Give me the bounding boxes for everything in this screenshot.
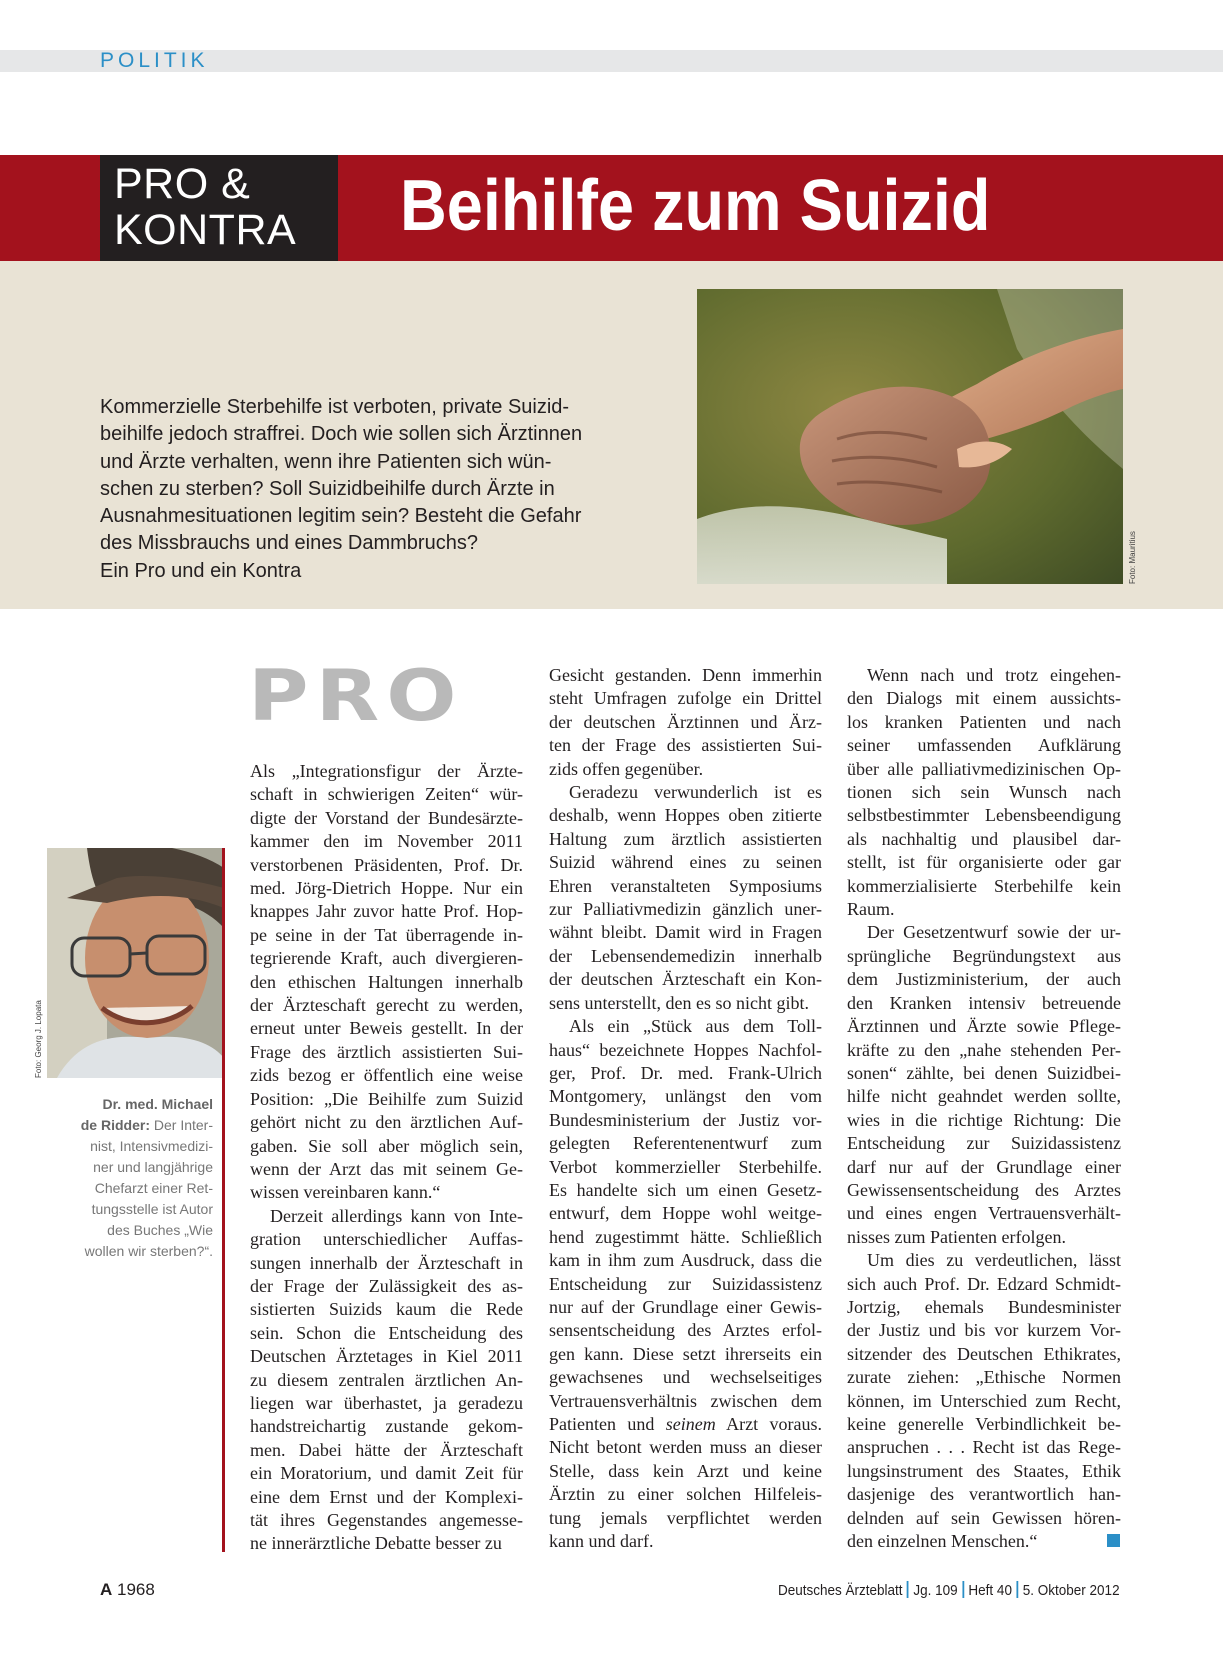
intro-line: Kommerzielle Sterbehilfe ist verboten, private Suizid- (100, 396, 570, 418)
text-line: Ehren veranstalteten Symposiums (549, 875, 822, 896)
text-line: gelegten Referentenentwurf zum (549, 1133, 822, 1154)
text-line: stellt, ist für organisierte oder gar (847, 852, 1121, 873)
paragraph (847, 664, 1121, 921)
author-portrait-illustration (47, 848, 224, 1078)
text-line: sonen“ zählte, bei denen Suizidbei- (847, 1062, 1121, 1083)
text-line: handstreichartig zustande gekom- (250, 1416, 523, 1437)
text-line: kann und darf. (549, 1531, 654, 1552)
text-line: der Frage der Zulässigkeit des as- (250, 1275, 523, 1296)
hands-photo (697, 289, 1123, 584)
text-line: zids offen gegenüber. (549, 758, 704, 779)
journal-footer (778, 1581, 1120, 1599)
text-line: erneut unter Beweis gestellt. In der (250, 1018, 523, 1039)
text-line: zur Palliativmedizin gänzlich uner- (549, 899, 822, 920)
text-line: tegrierende Kraft, auch divergieren- (250, 948, 523, 969)
text-line: dasjenige des verantwortlich han- (847, 1484, 1121, 1505)
text-line: den einzelnen Menschen.“ (847, 1531, 1038, 1552)
text-line: gaben. Sie soll aber möglich sein, (250, 1135, 523, 1156)
text-line: hilfe nicht geahndet werden sollte, (847, 1086, 1121, 1107)
text-line: zu diesem zentralen ärztlichen An- (250, 1369, 523, 1390)
text-line: Frage des ärztlich assistierten Sui- (250, 1041, 523, 1062)
text-line: selbstbestimmter Lebensbeendigung (847, 805, 1121, 826)
text-line: Suizid während eines zu seinen (549, 852, 822, 873)
text-line: anspruchen . . . Recht ist das Rege- (847, 1437, 1121, 1458)
text-line: keine generelle Verbindlichkeit be- (847, 1414, 1121, 1434)
text-line: pe seine in der Tat überragende in- (250, 924, 523, 945)
text-line: den Dialogs mit einem aussichts- (847, 688, 1121, 709)
text-line: Patienten und seinem Arzt voraus. (549, 1414, 823, 1434)
text-line: los kranken Patienten und nach (847, 711, 1121, 732)
text-line: der Lebensendemedizin innerhalb (549, 945, 822, 966)
text-line: gewachsenes und wechselseitiges (549, 1367, 822, 1388)
caption-line: ner und langjährige (93, 1159, 213, 1175)
text-line: Wenn nach und trotz eingehen- (867, 665, 1121, 685)
author-name: de Ridder: (80, 1117, 150, 1133)
text-line: nisses zum Patienten erfolgen. (847, 1226, 1066, 1247)
text-line: ten der Frage des assistierten Sui- (549, 735, 822, 756)
text-line: tionen sich sein Wunsch nach (847, 782, 1121, 803)
text-line: knappes Jahr zuvor hatte Prof. Hop- (250, 901, 523, 922)
folio-letter: A (100, 1580, 113, 1599)
caption-line: tungsstelle ist Autor (91, 1201, 213, 1217)
hero-photo-credit: Foto: Mauritius (1128, 531, 1137, 584)
text-line: der Ärzteschaft gerecht zu werden, (250, 995, 523, 1016)
intro-lead (100, 394, 670, 585)
text-line: nur auf der Grundlage einer Gewis- (549, 1296, 822, 1317)
body-column-1 (250, 760, 523, 1556)
text-line: kommerzialisierte Sterbehilfe kein (847, 875, 1121, 896)
text-line: der Justiz und bis vor kurzem Vor- (847, 1320, 1121, 1341)
text-line: sein. Schon die Entscheidung des (250, 1322, 523, 1343)
caption-line (60, 1115, 213, 1136)
text-line: Vertrauensverhältnis zwischen dem (549, 1390, 822, 1411)
intro-line: Ausnahmesituationen legitim sein? Besteht die Gefahr (100, 505, 582, 528)
text-line: deshalb, wenn Hoppes oben zitierte (549, 805, 822, 826)
text-line: den ethischen Haltungen innerhalb (250, 971, 523, 992)
text-line: können, im Unterschied zum Recht, (847, 1390, 1121, 1411)
text-line: Stelle, dass kein Arzt und keine (549, 1460, 822, 1481)
text-line: sungen innerhalb der Ärzteschaft in (250, 1252, 523, 1273)
text-line: digte der Vorstand der Bundesärzte- (250, 807, 523, 828)
journal-name: Deutsches Ärzteblatt (778, 1582, 903, 1599)
paragraph (250, 760, 523, 1205)
caption-text: Der Inter- (149, 1117, 213, 1133)
text-line: über alle palliativmedizinischen Op- (847, 758, 1121, 779)
text-line: Gewissensentscheidung des Arztes (847, 1179, 1121, 1200)
text-line: sich auch Prof. Dr. Edzard Schmidt- (847, 1273, 1121, 1294)
text-line: sistierten Suizids kaum die Rede (250, 1299, 523, 1320)
text-line: haus“ bezeichnete Hoppes Nachfol- (549, 1039, 822, 1060)
caption-line (60, 1094, 213, 1115)
portrait-credit: Foto: Georg J. Lopata (34, 1000, 43, 1078)
text-line: Entscheidung zur Suizidassistenz (847, 1133, 1121, 1154)
text-line: kammer den im November 2011 (250, 831, 523, 852)
text-line: zids bezog er öffentlich eine weise (250, 1065, 523, 1086)
text-line: men. Dabei hätte der Ärzteschaft (250, 1439, 523, 1460)
text-line: der deutschen Ärzteschaft ein Kon- (549, 969, 822, 990)
text-line: wähnt bleibt. Damit wird in Fragen (549, 922, 822, 943)
text-line: Um dies zu verdeutlichen, lässt (867, 1250, 1121, 1271)
text-line: Der Gesetzentwurf sowie der ur- (867, 922, 1121, 943)
text-line: Verbot kommerzieller Sterbehilfe. (549, 1156, 822, 1177)
article-title: Beihilfe zum Suizid (400, 166, 991, 246)
paragraph (847, 921, 1121, 1249)
pro-kontra-kicker (100, 155, 338, 261)
text-line: seiner umfassenden Aufklärung (847, 735, 1121, 756)
footer-separator (907, 1581, 909, 1598)
text-line: sitzender des Deutschen Ethikrates, (847, 1343, 1121, 1364)
text-line: sens unterstellt, den es so nicht gibt. (549, 992, 809, 1013)
text-line: Entscheidung zur Suizidassistenz (549, 1273, 822, 1294)
journal-volume: Jg. 109 (913, 1582, 959, 1599)
folio-number: 1968 (117, 1580, 155, 1599)
text-line: gehört nicht zu den ärztlichen Auf- (250, 1112, 523, 1133)
text-line: entwurf, dem Hoppe wohl weitge- (549, 1203, 822, 1224)
text-line: gration unterschiedlicher Auffas- (250, 1229, 523, 1250)
text-line: verstorbenen Präsidenten, Prof. Dr. (250, 854, 523, 875)
author-name: Dr. med. Michael (102, 1096, 213, 1112)
intro-line: Ein Pro und ein Kontra (100, 559, 302, 582)
body-column-3 (847, 664, 1121, 1553)
text-line: Es handelte sich um einen Gesetz- (549, 1179, 822, 1200)
kicker-line-1: PRO & (114, 160, 251, 208)
intro-line: und Ärzte verhalten, wenn ihre Patienten sich wün- (100, 450, 552, 473)
text-line: ger, Prof. Dr. med. Frank-Ulrich (549, 1062, 822, 1083)
text-line: den Kranken intensiv betreuende (847, 992, 1121, 1013)
page-folio (100, 1580, 155, 1600)
text-line: wenn der Arzt das mit seinem Ge- (250, 1158, 523, 1179)
paragraph (549, 1015, 822, 1553)
author-caption (60, 1094, 213, 1262)
hands-illustration (697, 289, 1123, 584)
pro-heading: PRO (248, 655, 464, 737)
text-line: lungsinstrument des Staates, Ethik (847, 1460, 1121, 1481)
intro-line: des Missbrauchs und eines Dammbruchs? (100, 532, 478, 555)
author-portrait (47, 848, 224, 1078)
kicker-line-2: KONTRA (114, 206, 297, 254)
footer-separator (1017, 1581, 1019, 1598)
intro-line: schen zu sterben? Soll Suizidbeihilfe durch Ärzte in (100, 477, 555, 500)
text-line: Ärztinnen und Ärzte sowie Pflege- (847, 1016, 1121, 1037)
text-line: Jortzig, ehemals Bundesminister (847, 1296, 1121, 1317)
text-line: dem Justizministerium, der auch (847, 969, 1121, 990)
caption-line: Chefarzt einer Ret- (94, 1180, 213, 1196)
text-line: eine dem Ernst und der Komplexi- (250, 1486, 523, 1507)
text-line: Nicht betont werden muss an dieser (549, 1437, 822, 1458)
paragraph (250, 1205, 523, 1556)
text-line: ein Moratorium, und damit Zeit für (250, 1463, 523, 1484)
caption-line: nist, Intensivmedizi- (90, 1138, 213, 1154)
text-line: zurate ziehen: „Ethische Normen (847, 1367, 1121, 1388)
end-of-article-marker (1107, 1534, 1120, 1547)
text-line: Haltung zum ärztlich assistierten (549, 828, 822, 849)
text-line: delnden auf sein Gewissen hören- (847, 1507, 1121, 1528)
body-column-2 (549, 664, 822, 1553)
journal-issue: Heft 40 (968, 1582, 1013, 1599)
text-line: Deutschen Ärztetages in Kiel 2011 (250, 1346, 523, 1367)
text-line: tät ihres Gegenstandes angemesse- (250, 1510, 523, 1530)
text-line: sprüngliche Begründungstext aus (847, 945, 1121, 966)
caption-line: des Buches „Wie (107, 1222, 213, 1238)
text-line: darf nur auf der Grundlage einer (847, 1156, 1121, 1177)
red-rule (222, 848, 225, 1552)
text-line: Raum. (847, 899, 895, 920)
text-line: liegen war überhastet, ja geradezu (250, 1392, 523, 1413)
text-line: hend zugestimmt hätte. Schließlich (549, 1226, 822, 1247)
text-line: und eines engen Vertrauensverhält- (847, 1203, 1121, 1224)
text-line: Bundesministerium der Justiz vor- (549, 1109, 822, 1130)
text-line: gen kann. Diese setzt ihrerseits ein (549, 1343, 822, 1364)
text-line: der deutschen Ärztinnen und Ärz- (549, 711, 822, 732)
text-line: steht Umfragen zufolge ein Drittel (549, 688, 822, 709)
text-line: Montgomery, unlängst den vom (549, 1086, 822, 1107)
text-line: Geradezu verwunderlich ist es (569, 782, 822, 803)
text-line: Als ein „Stück aus dem Toll- (569, 1016, 822, 1037)
text-line: kräfte zu den „nahe stehenden Per- (847, 1039, 1121, 1060)
text-line: wies in die richtige Richtung: Die (847, 1109, 1121, 1130)
text-line: med. Jörg-Dietrich Hoppe. Nur ein (250, 878, 523, 899)
text-line: Derzeit allerdings kann von Inte- (270, 1205, 523, 1226)
paragraph (549, 781, 822, 1015)
text-line: Ärztin zu einer solchen Hilfeleis- (549, 1484, 822, 1505)
text-line: Gesicht gestanden. Denn immerhin (549, 665, 822, 685)
text-line: schaft in schwierigen Zeiten“ wür- (250, 784, 523, 805)
paragraph (847, 1249, 1121, 1553)
text-line: Position: „Die Beihilfe zum Suizid (250, 1088, 523, 1109)
paragraph (549, 664, 822, 781)
text-line: ne innerärztliche Debatte besser zu (250, 1533, 502, 1554)
text-line: Als „Integrationsfigur der Ärzte- (250, 761, 523, 781)
section-label: POLITIK (100, 49, 209, 72)
text-line: wissen vereinbaren kann.“ (250, 1182, 441, 1203)
text-line: kam in ihm zum Ausdruck, dass die (549, 1250, 822, 1271)
text-line: sensentscheidung des Arztes erfol- (549, 1320, 822, 1341)
caption-line: wollen wir sterben?“. (84, 1243, 213, 1259)
text-line: als nachhaltig und plausibel dar- (847, 828, 1121, 849)
intro-line: beihilfe jedoch straffrei. Doch wie sollen sich Ärztinnen (100, 423, 583, 446)
journal-date: 5. Oktober 2012 (1023, 1582, 1120, 1599)
footer-separator (963, 1581, 965, 1598)
text-line: tung jemals verpflichtet werden (549, 1507, 822, 1528)
